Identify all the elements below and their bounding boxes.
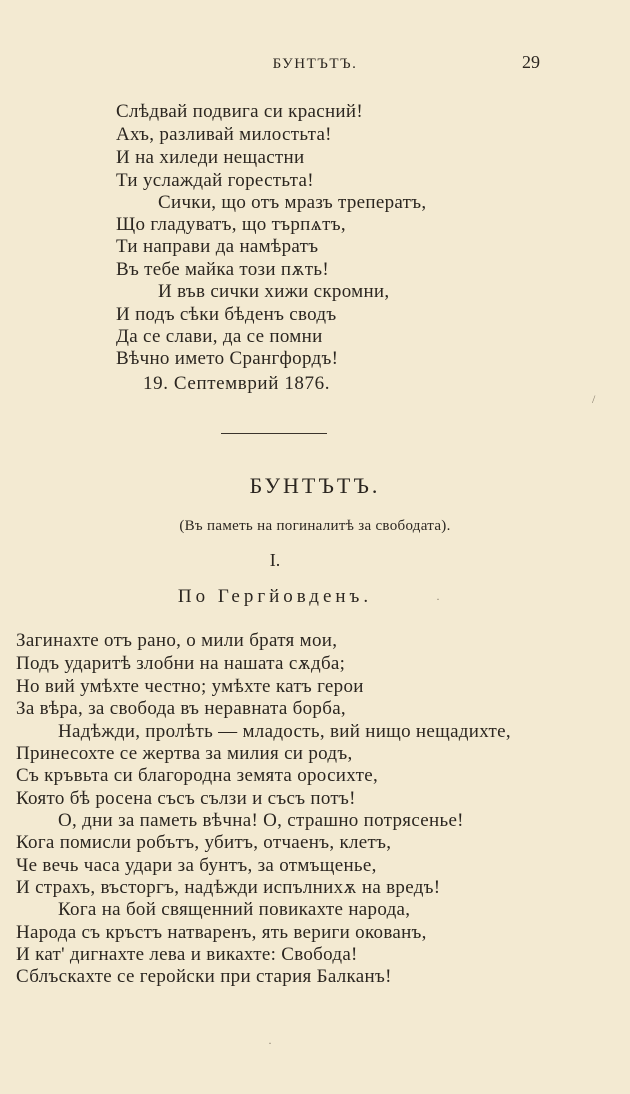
page-speck: / <box>592 392 596 406</box>
poem-line: И страхъ, въсторгъ, надѣжди испълнихѫ на вредъ! <box>16 877 441 898</box>
poem-line: Ахъ, разливай милостьта! <box>116 124 332 145</box>
page-number: 29 <box>522 52 540 72</box>
poem-line: И подъ сѣки бѣденъ сводъ <box>116 304 337 325</box>
poem-line: Надѣжди, пролѣть — младость, вий нищо нещадихте, <box>58 721 511 742</box>
poem-line: Народа съ кръстъ натваренъ, ять вериги окованъ, <box>16 922 427 943</box>
poem-line: Кога на бой священний повикахте народа, <box>58 899 411 920</box>
poem-line: И във сички хижи скромни, <box>158 281 390 302</box>
poem-line: За вѣра, за свобода въ неравната борба, <box>16 698 346 719</box>
poem-line: Ти направи да намѣратъ <box>116 236 319 257</box>
page-speck: · <box>436 592 440 606</box>
poem-line: Кога помисли робътъ, убитъ, отчаенъ, клетъ, <box>16 832 392 853</box>
poem-line: Слѣдвай подвига си красний! <box>116 101 363 122</box>
part-number: I. <box>269 550 281 570</box>
poem-date: 19. Септемврий 1876. <box>143 373 331 394</box>
running-title: БУНТЪТЪ. <box>272 56 358 72</box>
poem-line: Че вечь часа удари за бунтъ, за отмъщенье, <box>16 855 377 876</box>
poem-line: Вѣчно името Срангфордъ! <box>116 348 339 369</box>
poem-line: Подъ ударитѣ злобни на нашата сѫдба; <box>16 653 346 674</box>
poem-line: Ти услаждай горестьта! <box>116 170 314 191</box>
poem-line: Сблъскахте се геройски при стария Балканъ! <box>16 966 392 987</box>
page-speck: · <box>268 1036 272 1050</box>
poem-line: Но вий умѣхте честно; умѣхте катъ герои <box>16 676 364 697</box>
poem-line: И кат' дигнахте лева и викахте: Свобода! <box>16 944 358 965</box>
poem-line: Съ кръвьта си благородна земята оросихте, <box>16 765 378 786</box>
poem-line: Да се слави, да се помни <box>116 326 323 347</box>
running-header <box>0 52 630 78</box>
poem-line: Въ тебе майка този пѫть! <box>116 259 329 280</box>
poem-line: Която бѣ росена съсъ сълзи и съсъ потъ! <box>16 788 356 809</box>
poem-line: Сички, що отъ мразъ треператъ, <box>158 192 427 213</box>
poem-line: Загинахте отъ рано, о мили братя мои, <box>16 630 338 651</box>
poem-line: Що гладуватъ, що търпѧтъ, <box>116 214 346 235</box>
part-title: По Гергйовденъ. <box>177 586 373 607</box>
section-subtitle: (Въ паметь на погиналитѣ за свободата). <box>179 518 451 534</box>
poem-line: И на хиледи нещастни <box>116 147 305 168</box>
section-title: БУНТЪТЪ. <box>249 473 381 498</box>
section-divider <box>221 433 327 434</box>
poem-line: Принесохте се жертва за милия си родъ, <box>16 743 353 764</box>
poem-line: О, дни за паметь вѣчна! О, страшно потрясенье! <box>58 810 464 831</box>
